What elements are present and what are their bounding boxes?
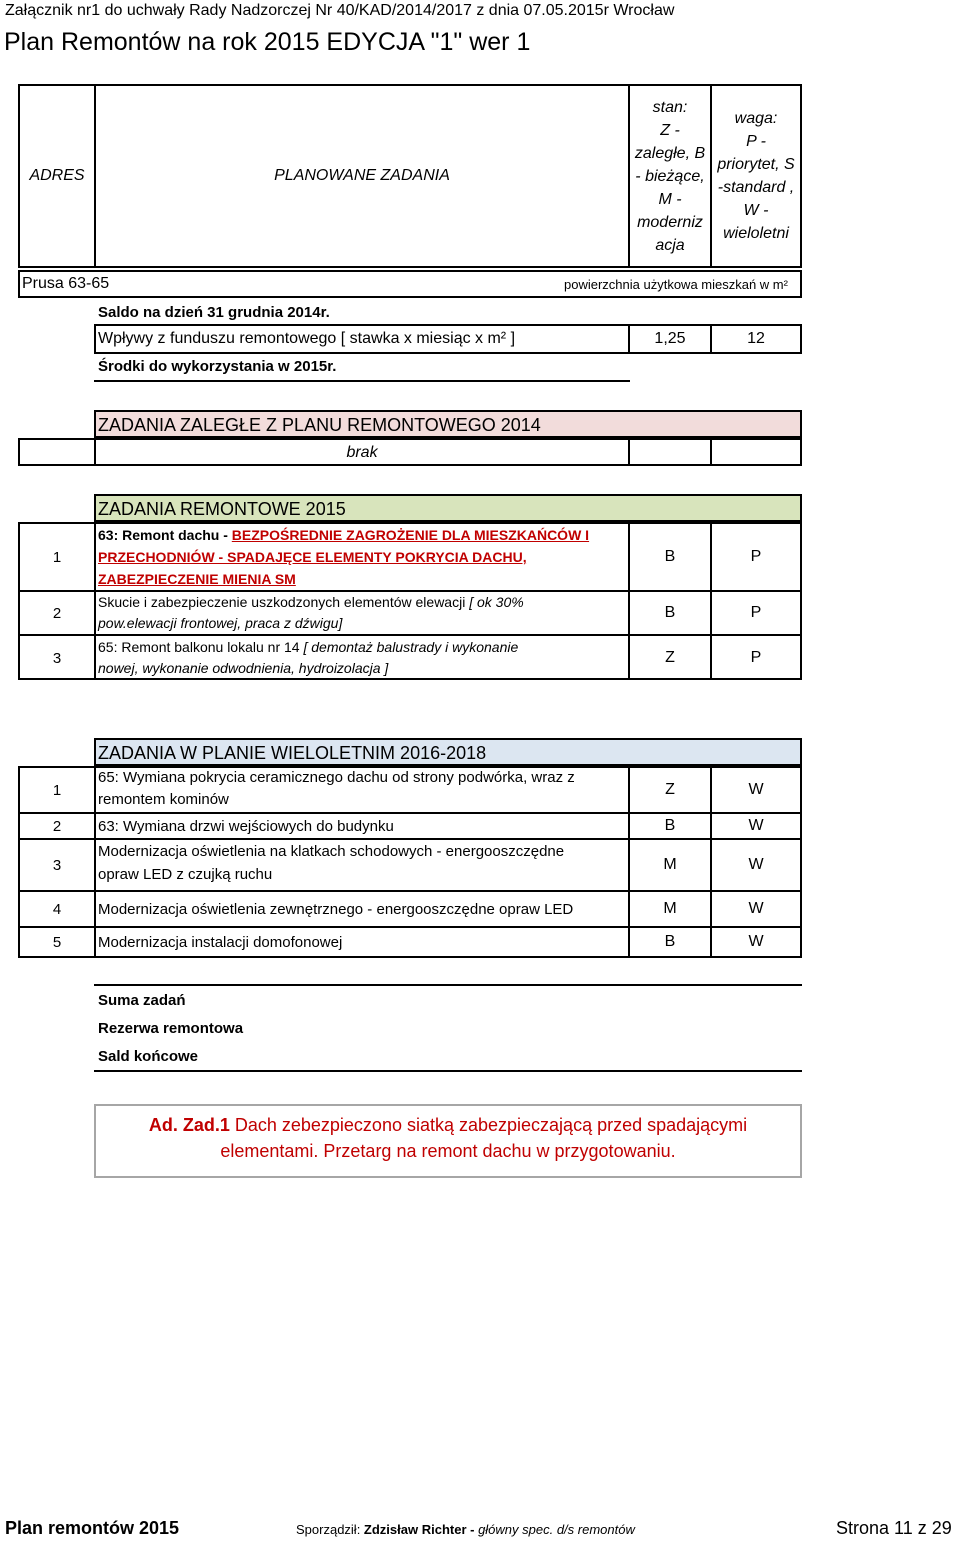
column-header-status: stan: Z - zaległe, B - bieżące, M - moderniz acja [634, 98, 706, 254]
miesiace-value: 12 [747, 330, 765, 347]
task-text: remontem kominów [98, 791, 229, 808]
page-number: Strona 11 z 29 [836, 1518, 952, 1538]
task-number: 1 [52, 548, 62, 566]
task-status: M [663, 900, 677, 917]
author-label: Sporządził: [296, 1522, 364, 1537]
task-text-italic: [ ok 30% [469, 594, 524, 610]
author-name: Zdzisław Richter - [363, 1522, 479, 1537]
building-address: Prusa 63-65 [22, 275, 110, 292]
column-header-tasks: PLANOWANE ZADANIA [274, 167, 450, 184]
task-number: 3 [52, 856, 62, 874]
task-weight: W [748, 900, 764, 917]
task-status: B [664, 604, 676, 621]
saldo-label: Saldo na dzień 31 grudnia 2014r. [98, 303, 330, 321]
task-text: 65: Wymiana pokrycia ceramicznego dachu od strony podwórka, wraz z [98, 769, 575, 786]
task-warning-line: BEZPOŚREDNIE ZAGROŻENIE DLA MIESZKAŃCÓW I [231, 527, 590, 543]
task-text: 63: Wymiana drzwi wejściowych do budynku [98, 817, 394, 835]
task-weight: P [750, 548, 762, 565]
task-number: 2 [52, 604, 62, 622]
footer-author [296, 1522, 635, 1537]
task-text: Skucie i zabezpieczenie uszkodzonych elementów elewacji [98, 594, 470, 610]
note-line: elementami. Przetarg na remont dachu w przygotowaniu. [220, 1141, 676, 1161]
task-text-italic: pow.elewacji frontowej, praca z dźwigu] [98, 615, 343, 631]
attachment-line: Załącznik nr1 do uchwały Rady Nadzorczej Nr 40/KAD/2014/2017 z dnia 07.05.2015r Wrocław [5, 2, 675, 19]
task-description [98, 767, 626, 811]
task-description [98, 592, 626, 634]
task-description [98, 524, 626, 590]
task-status: B [664, 548, 676, 565]
task-warning-line: ZABEZPIECZENIE MIENIA SM [98, 571, 296, 587]
srodki-label: Środki do wykorzystania w 2015r. [98, 357, 337, 375]
note-line: Dach zebezpieczono siatką zabezpieczającą przed spadającymi [229, 1115, 748, 1135]
task-text: opraw LED z czujką ruchu [98, 866, 273, 883]
zalegle-title: ZADANIA ZALEGŁE Z PLANU REMONTOWEGO 2014 [98, 414, 541, 435]
summary-saldo: Sald końcowe [98, 1047, 199, 1065]
task-text: Modernizacja instalacji domofonowej [98, 933, 343, 951]
task-text: 65: Remont balkonu lokalu nr 14 [98, 639, 304, 655]
zalegle-brak: brak [346, 444, 378, 461]
page-title: Plan Remontów na rok 2015 EDYCJA "1" wer 1 [4, 28, 531, 56]
task-description [98, 637, 626, 679]
task-weight: W [748, 856, 764, 873]
footer-title: Plan remontów 2015 [5, 1518, 180, 1538]
summary-rezerwa: Rezerwa remontowa [98, 1019, 244, 1037]
task-weight: W [748, 933, 764, 950]
summary-suma: Suma zadań [98, 991, 186, 1009]
area-label: powierzchnia użytkowa mieszkań w m² [564, 276, 788, 292]
task-text: Modernizacja oświetlenia na klatkach schodowych - energooszczędne [98, 843, 565, 860]
column-header-weight: waga: P - priorytet, S -standard , W - wieloletni [717, 110, 795, 242]
column-header-address: ADRES [29, 167, 85, 184]
stawka-value: 1,25 [654, 330, 686, 347]
task-text-italic: [ demontaż balustrady i wykonanie [303, 639, 519, 655]
task-text-italic: nowej, wykonanie odwodnienia, hydroizolacja ] [98, 660, 389, 676]
task-prefix: 63: Remont dachu - [98, 527, 232, 543]
task-status: B [664, 933, 676, 950]
wieloletnie-title: ZADANIA W PLANIE WIELOLETNIM 2016-2018 [98, 742, 487, 763]
task-status: B [664, 817, 676, 834]
note-text [96, 1112, 800, 1164]
wplywy-label: Wpływy z funduszu remontowego [ stawka x miesiąc x m² ] [98, 330, 516, 347]
task-number: 1 [52, 781, 62, 799]
task-number: 5 [52, 933, 62, 951]
task-warning-line: PRZECHODNIÓW - SPADAJĘCE ELEMENTY POKRYCIA DACHU, [98, 549, 527, 565]
note-prefix: Ad. Zad.1 [148, 1115, 230, 1135]
task-text: Modernizacja oświetlenia zewnętrznego - energooszczędne opraw LED [98, 900, 574, 918]
task-weight: W [748, 781, 764, 798]
task-status: Z [665, 781, 675, 798]
task-status: M [663, 856, 677, 873]
remontowe-title: ZADANIA REMONTOWE 2015 [98, 498, 346, 519]
task-number: 4 [52, 900, 62, 918]
task-description [98, 840, 626, 886]
task-weight: P [750, 604, 762, 621]
task-status: Z [665, 649, 675, 666]
task-number: 2 [52, 817, 62, 835]
task-weight: P [750, 649, 762, 666]
author-role: główny spec. d/s remontów [478, 1522, 635, 1537]
task-weight: W [748, 817, 764, 834]
task-number: 3 [52, 649, 62, 667]
